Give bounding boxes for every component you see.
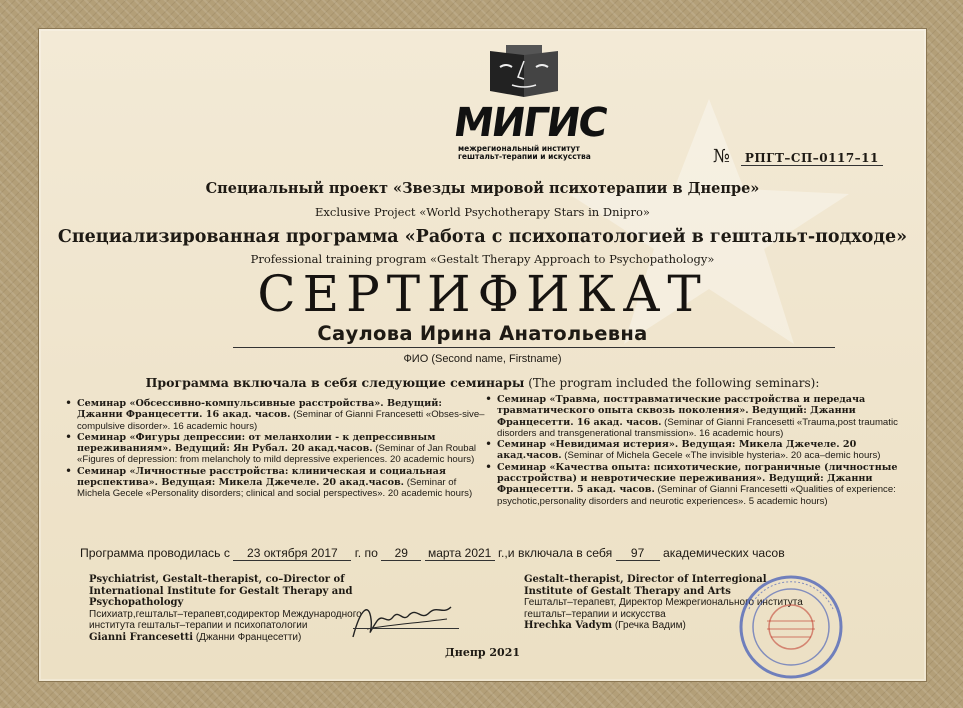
logo-wordmark: МИГИС (450, 100, 609, 146)
institute-stamp (721, 569, 861, 679)
seminar-item: • Семинар «Травма, посттравматические расстройства и передача травматического опыта сквозь поколения». Ведущий: Джанни Францесетти. 16 акад. часов. (Seminar of Gianni Francesetti «Trauma,post traumatic disorders and transgenerational transmission». 16 academic hours) (485, 394, 905, 439)
end-month: марта 2021 (425, 546, 495, 561)
logo-subtitle: межрегиональный институт гештальт-терапии и искусства (458, 144, 591, 161)
signature-left (347, 599, 457, 641)
seminar-item: • Семинар «Обсессивно-компульсивные расстройства». Ведущий: Джанни Францесетти. 16 акад. часов. (Seminar of Gianni Francesetti «Obses-sive–compulsive disorder». 16 academic hours) (65, 398, 485, 432)
city-year: Днепр 2021 (444, 646, 521, 659)
number-value: РПГТ–СП–0117–11 (741, 151, 883, 166)
seminar-item: • Семинар «Качества опыта: психотические, пограничные (личностные расстройства) и невротические переживания». Ведущий: Джанни Францесетти. 5 акад. часов. (Seminar of Gianni Francesetti «Qualities of experience: psychotic,personality disorders and neurotic experiences». 5 academic hours) (485, 462, 905, 507)
seminar-item: • Семинар «Фигуры депрессии: от меланхолии - к депрессивным переживаниям». Ведущий: Ян Рубал. 20 акад.часов. (Seminar of Jan Roubal «Figures of depression: from melancholy to mild depressive experiences. 20 academic hours) (65, 432, 485, 466)
seminars-right-column (485, 394, 905, 507)
certificate-number (713, 146, 883, 167)
project-title-en: Exclusive Project «World Psychotherapy Stars in Dnipro» (315, 205, 650, 219)
certificate-body (38, 28, 927, 682)
number-sign: № (713, 146, 731, 167)
book-face-icon (488, 41, 560, 101)
signer-right: Gestalt–therapist, Director of Interregional Institute of Gestalt Therapy and Arts Гештальт–терапевт, Директор Межрегионального института гештальт–терапии и искусства Hrechka Vadym (Гречка Вадим) (524, 574, 803, 632)
start-date: 23 октября 2017 (233, 546, 351, 561)
program-period: Программа проводилась с 23 октября 2017 г. по 29 марта 2021 г.,и включала в себя 97 академических часов (80, 546, 785, 560)
program-title-en: Professional training program «Gestalt Therapy Approach to Psychopathology» (250, 252, 715, 266)
end-day: 29 (381, 546, 421, 561)
project-title-ru: Специальный проект «Звезды мировой психотерапии в Днепре» (205, 180, 760, 197)
program-title-ru: Специализированная программа «Работа с психопатологией в гештальт-подходе» (57, 227, 908, 247)
seminars-heading: Программа включала в себя следующие семинары (The program included the following seminars): (145, 375, 820, 390)
total-hours: 97 (616, 546, 660, 561)
holder-caption: ФИО (Second name, Firstname) (403, 353, 562, 365)
seminar-item: • Семинар «Невидимая истерия». Ведущая: Микела Джечеле. 20 акад.часов. (Seminar of Michela Gecele «The invisible hysteria». 20 aca–demic hours) (485, 439, 905, 462)
signer-left: Psychiatrist, Gestalt–therapist, co–Director of International Institute for Gestalt Therapy and Psychopathology Психиатр,гештальт–терапевт,содиректор Международного института гештальт–терапии и психопатологии Gianni Francesetti (Джанни Францесетти) (89, 574, 362, 643)
signature-line (353, 628, 459, 629)
certificate-title: СЕРТИФИКАТ (257, 265, 708, 323)
name-underline (233, 347, 835, 348)
seminars-left-column (65, 398, 485, 500)
holder-name: Саулова Ирина Анатольевна (317, 322, 648, 345)
seminar-item: • Семинар «Личностные расстройства: клиническая и социальная перспектива». Ведущая: Микела Джечеле. 20 акад.часов. (Seminar of Michela Gecele «Personality disorders; clinical and social perspectives». 20 academic hours) (65, 466, 485, 500)
